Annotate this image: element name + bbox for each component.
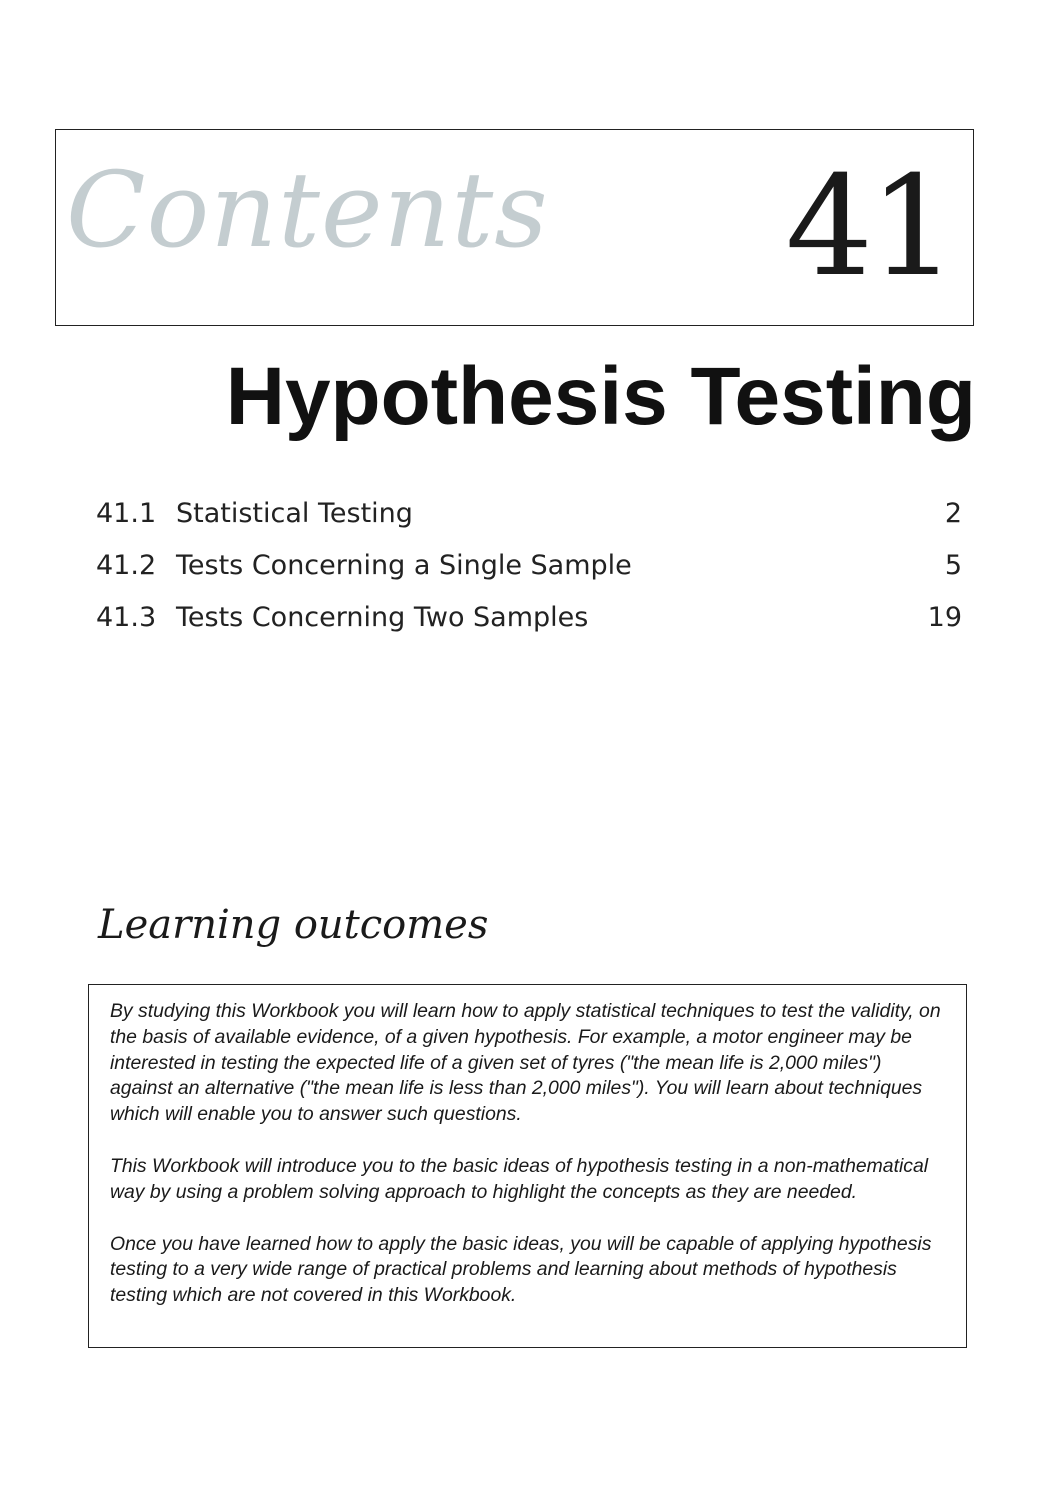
toc-entry[interactable] <box>96 550 962 602</box>
toc-page-number: 5 <box>944 550 962 581</box>
toc-entry[interactable] <box>96 602 962 654</box>
outcomes-paragraph: By studying this Workbook you will learn how to apply statistical techniques to test the validity, on the basis of available evidence, of a given hypothesis. For example, a motor engineer may be interested in testing the expected life of a given set of tyres ("the mean life is 2,000 miles") against an alternative ("the mean life is less than 2,000 miles"). You will learn about techniques which will enable you to answer such questions. <box>110 1000 941 1126</box>
contents-header-box <box>55 129 974 326</box>
toc-section-number: 41.3 <box>96 602 157 633</box>
contents-label: Contents <box>66 149 549 271</box>
learning-outcomes-box <box>88 984 967 1348</box>
toc-section-number: 41.2 <box>96 550 157 581</box>
toc-page-number: 2 <box>944 498 962 529</box>
toc-section-title: Tests Concerning a Single Sample <box>176 550 632 581</box>
toc-page-number: 19 <box>927 602 962 633</box>
workbook-title: Hypothesis Testing <box>225 351 976 442</box>
toc-entry[interactable] <box>96 498 962 550</box>
outcomes-paragraph: Once you have learned how to apply the basic ideas, you will be capable of applying hypothesis testing to a very wide range of practical problems and learning about methods of hypothesis testing which are not covered in this Workbook. <box>110 1232 932 1307</box>
chapter-number: 41 <box>785 146 953 307</box>
toc-section-number: 41.1 <box>96 498 157 529</box>
outcomes-paragraph: This Workbook will introduce you to the basic ideas of hypothesis testing in a non-mathematical way by using a problem solving approach to highlight the concepts as they are needed. <box>110 1154 929 1203</box>
toc-section-title: Tests Concerning Two Samples <box>176 602 589 633</box>
learning-outcomes-heading: Learning outcomes <box>98 902 489 948</box>
toc-section-title: Statistical Testing <box>176 498 413 529</box>
table-of-contents <box>96 498 962 654</box>
